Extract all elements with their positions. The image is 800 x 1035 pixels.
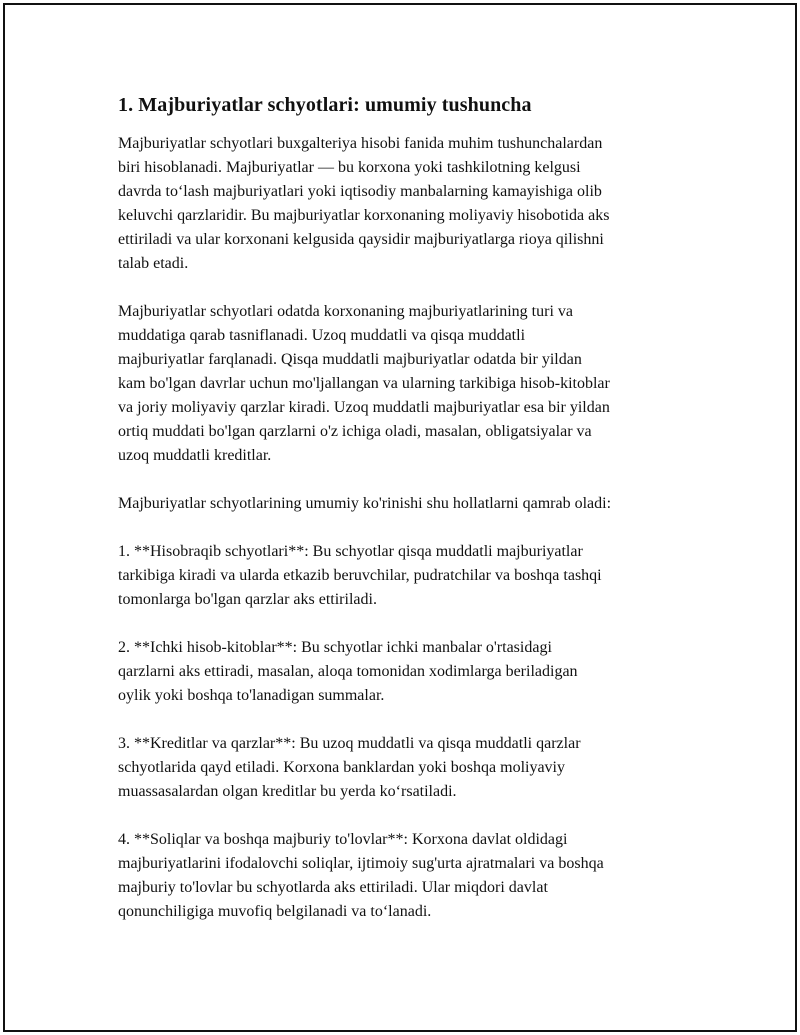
- list-item-3: 3. **Kreditlar va qarzlar**: Bu uzoq muddatli va qisqa muddatli qarzlar schyotlarida qayd etiladi. Korxona banklardan yoki boshqa moliyaviy muassasalardan olgan kreditlar bu yerda ko‘rsatiladi.: [118, 735, 581, 800]
- document-body: [118, 92, 688, 948]
- paragraph-intro: Majburiyatlar schyotlari buxgalteriya hisobi fanida muhim tushunchalardan biri hisoblanadi. Majburiyatlar — bu korxona yoki tashkilotning kelgusi davrda to‘lash majburiyatlari yoki iqtisodiy manbalarning kamayishiga olib keluvchi qarzlaridir. Bu majburiyatlar korxonaning moliyaviy hisobotida aks ettiriladi va ular korxonani kelgusida qaysidir majburiyatlarga rioya qilishni talab etadi.: [118, 135, 610, 272]
- list-item-2: 2. **Ichki hisob-kitoblar**: Bu schyotlar ichki manbalar o'rtasidagi qarzlarni aks ettiradi, masalan, aloqa tomonidan xodimlarga beriladigan oylik yoki boshqa to'lanadigan summalar.: [118, 639, 578, 704]
- paragraph-list-lead: Majburiyatlar schyotlarining umumiy ko'rinishi shu hollatlarni qamrab oladi:: [118, 495, 612, 512]
- list-item-4: 4. **Soliqlar va boshqa majburiy to'lovlar**: Korxona davlat oldidagi majburiyatlarini ifodalovchi soliqlar, ijtimoiy sug'urta ajratmalari va boshqa majburiy to'lovlar bu schyotlarda aks ettiriladi. Ular miqdori davlat qonunchiligiga muvofiq belgilanadi va to‘lanadi.: [118, 831, 604, 920]
- paragraph-classification: Majburiyatlar schyotlari odatda korxonaning majburiyatlarining turi va muddatiga qarab tasniflanadi. Uzoq muddatli va qisqa muddatli majburiyatlar farqlanadi. Qisqa muddatli majburiyatlar odatda bir yildan kam bo'lgan davrlar uchun mo'ljallangan va ularning tarkibiga hisob-kitoblar va joriy moliyaviy qarzlar kiradi. Uzoq muddatli majburiyatlar esa bir yildan ortiq muddati bo'lgan qarzlarni o'z ichiga oladi, masalan, obligatsiyalar va uzoq muddatli kreditlar.: [118, 303, 610, 464]
- list-item-1: 1. **Hisobraqib schyotlari**: Bu schyotlar qisqa muddatli majburiyatlar tarkibiga kiradi va ularda etkazib beruvchilar, pudratchilar va boshqa tashqi tomonlarga bo'lgan qarzlar aks ettiriladi.: [118, 543, 602, 608]
- section-heading: 1. Majburiyatlar schyotlari: umumiy tushuncha: [118, 94, 532, 116]
